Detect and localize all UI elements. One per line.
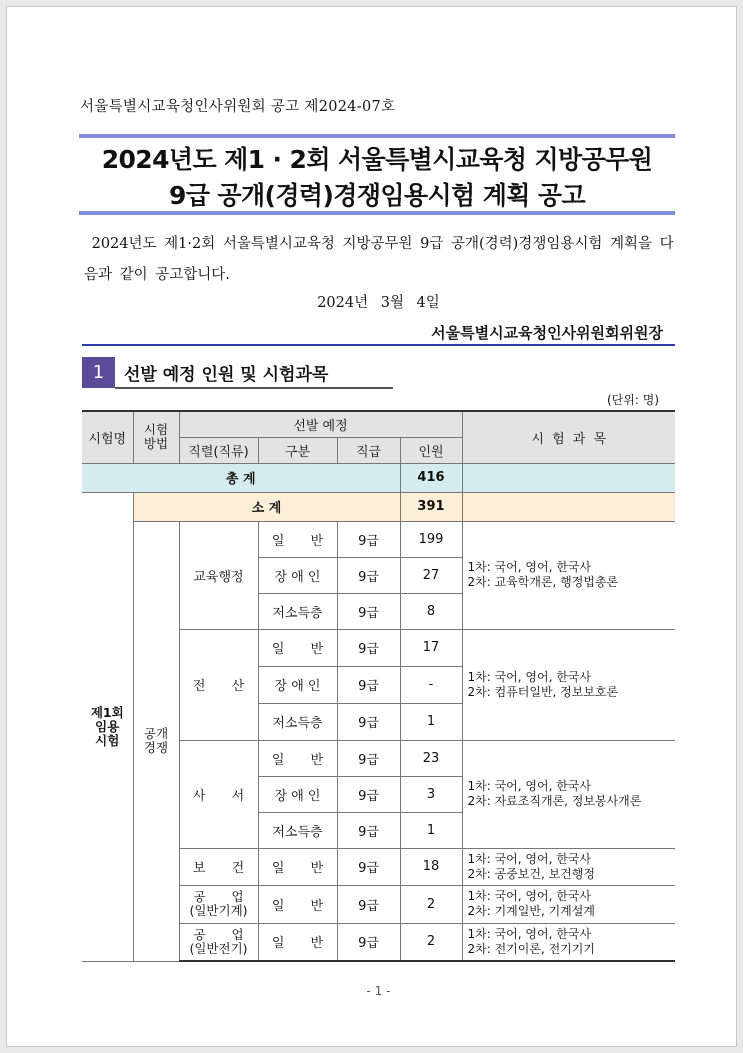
count-cell: 1 — [400, 703, 462, 740]
subtotal-label: 소 계 — [133, 492, 400, 521]
category-cell: 일 반 — [258, 923, 337, 961]
intro-text: 2024년도 제1·2회 서울특별시교육청 지방공무원 9급 공개(경력)경쟁임용시험 계획을 다음과 같이 공고합니다. — [84, 236, 674, 283]
total-label: 총 계 — [82, 463, 400, 492]
grade-cell: 9급 — [337, 740, 400, 776]
grade-cell: 9급 — [337, 521, 400, 557]
document-page — [6, 6, 737, 1047]
subjects-cell: 1차: 국어, 영어, 한국사 2차: 자료조직개론, 정보봉사개론 — [462, 740, 675, 848]
count-cell: 17 — [400, 629, 462, 666]
count-cell: 8 — [400, 593, 462, 629]
subtotal-subjects — [462, 492, 675, 521]
section-title: 선발 예정 인원 및 시험과목 — [124, 365, 329, 385]
job-cell: 교육행정 — [179, 521, 258, 629]
subjects-cell: 1차: 국어, 영어, 한국사 2차: 공중보건, 보건행정 — [462, 848, 675, 885]
unit-label: (단위: 명) — [607, 393, 659, 407]
section-number-badge: 1 — [82, 357, 115, 388]
issuer: 서울특별시교육청인사위원회위원장 — [431, 324, 663, 342]
total-count: 416 — [400, 463, 462, 492]
job-cell: 전 산 — [179, 629, 258, 740]
grade-cell: 9급 — [337, 885, 400, 923]
category-cell: 일 반 — [258, 885, 337, 923]
subjects-cell: 1차: 국어, 영어, 한국사 2차: 기계일반, 기계설계 — [462, 885, 675, 923]
count-cell: 27 — [400, 557, 462, 593]
job-cell: 공 업 (일반전기) — [179, 923, 258, 961]
selection-table — [82, 410, 675, 962]
count-cell: 1 — [400, 812, 462, 848]
subjects-cell: 1차: 국어, 영어, 한국사 2차: 컴퓨터일반, 정보보호론 — [462, 629, 675, 740]
exam-name-cell: 제1회 임용 시험 — [82, 492, 133, 961]
category-cell: 저소득층 — [258, 703, 337, 740]
grade-cell: 9급 — [337, 812, 400, 848]
announcement-date: 2024년 3월 4일 — [317, 295, 440, 311]
job-cell: 공 업 (일반기계) — [179, 885, 258, 923]
category-cell: 일 반 — [258, 521, 337, 557]
header-job: 직렬(직류) — [179, 437, 258, 463]
category-cell: 저소득층 — [258, 593, 337, 629]
title-line-1: 2024년도 제1 · 2회 서울특별시교육청 지방공무원 — [101, 145, 653, 174]
title-rule-bottom — [79, 211, 675, 215]
notice-number: 서울특별시교육청인사위원회 공고 제2024-07호 — [80, 99, 396, 115]
header-exam-name: 시험명 — [82, 411, 133, 463]
job-cell: 보 건 — [179, 848, 258, 885]
header-exam-method: 시험 방법 — [133, 411, 179, 463]
total-subjects — [462, 463, 675, 492]
page-number: - 1 - — [366, 984, 391, 998]
grade-cell: 9급 — [337, 629, 400, 666]
category-cell: 일 반 — [258, 848, 337, 885]
grade-cell: 9급 — [337, 666, 400, 703]
category-cell: 일 반 — [258, 629, 337, 666]
category-cell: 장 애 인 — [258, 666, 337, 703]
count-cell: 23 — [400, 740, 462, 776]
header-selection-plan: 선발 예정 — [179, 411, 462, 437]
title-line-2: 9급 공개(경력)경쟁임용시험 계획 공고 — [168, 181, 585, 210]
grade-cell: 9급 — [337, 557, 400, 593]
category-cell: 장 애 인 — [258, 557, 337, 593]
table-row — [82, 521, 675, 557]
grade-cell: 9급 — [337, 776, 400, 812]
category-cell: 저소득층 — [258, 812, 337, 848]
subjects-cell: 1차: 국어, 영어, 한국사 2차: 교육학개론, 행정법총론 — [462, 521, 675, 629]
count-cell: 3 — [400, 776, 462, 812]
header-subjects: 시 험 과 목 — [462, 411, 675, 463]
header-category: 구분 — [258, 437, 337, 463]
count-cell: 199 — [400, 521, 462, 557]
section-underline — [115, 387, 393, 389]
category-cell: 장 애 인 — [258, 776, 337, 812]
grade-cell: 9급 — [337, 703, 400, 740]
grade-cell: 9급 — [337, 593, 400, 629]
header-count: 인원 — [400, 437, 462, 463]
count-cell: - — [400, 666, 462, 703]
grade-cell: 9급 — [337, 848, 400, 885]
grade-cell: 9급 — [337, 923, 400, 961]
count-cell: 2 — [400, 885, 462, 923]
category-cell: 일 반 — [258, 740, 337, 776]
intro-paragraph — [84, 229, 679, 291]
exam-method-cell: 공개 경쟁 — [133, 521, 179, 961]
subjects-cell: 1차: 국어, 영어, 한국사 2차: 전기이론, 전기기기 — [462, 923, 675, 961]
issuer-divider — [82, 344, 675, 346]
title-rule-top — [79, 134, 675, 138]
count-cell: 18 — [400, 848, 462, 885]
job-cell: 사 서 — [179, 740, 258, 848]
subtotal-count: 391 — [400, 492, 462, 521]
header-grade: 직급 — [337, 437, 400, 463]
count-cell: 2 — [400, 923, 462, 961]
